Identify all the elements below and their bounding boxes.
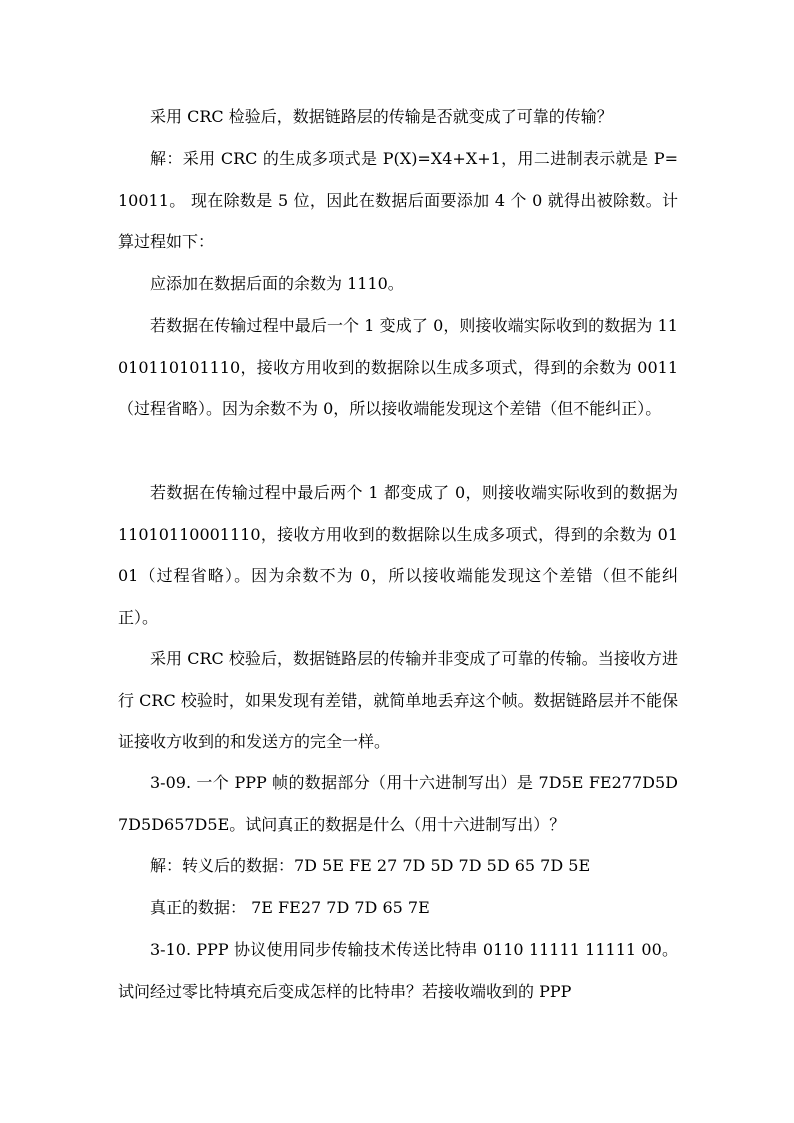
question-crc-reliability: 采用 CRC 检验后，数据链路层的传输是否就变成了可靠的传输？ (150, 107, 613, 126)
question-3-09: 3-09. 一个 PPP 帧的数据部分（用十六进制写出）是 7D5E FE277D5D 7D5D657D5E。试问真正的数据是什么（用十六进制写出）？ (118, 773, 678, 834)
answer-conclusion: 采用 CRC 校验后，数据链路层的传输并非变成了可靠的传输。当接收方进行 CRC 校验时，如果发现有差错，就简单地丢弃这个帧。数据链路层并不能保证接收方收到的和发送方的完全一样。 (118, 649, 678, 751)
question-3-10: 3-10. PPP 协议使用同步传输技术传送比特串 0110 11111 11111 00。试问经过零比特填充后变成怎样的比特串？若接收端收到的 PPP (118, 940, 678, 1001)
answer-two-bit-error: 若数据在传输过程中最后两个 1 都变成了 0，则接收端实际收到的数据为 11010110001110，接收方用收到的数据除以生成多项式，得到的余数为 0101（过程省略）。因为余数不为 0，所以接收端能发现这个差错（但不能纠正）。 (118, 483, 678, 627)
answer-crc-polynomial: 解：采用 CRC 的生成多项式是 P(X)=X4+X+1，用二进制表示就是 P=10011。 现在除数是 5 位，因此在数据后面要添加 4 个 0 就得出被除数。计算过程如下： (118, 149, 678, 251)
answer-remainder: 应添加在数据后面的余数为 1110。 (150, 274, 404, 293)
answer-3-09-escaped: 解：转义后的数据：7D 5E FE 27 7D 5D 7D 5D 65 7D 5E (150, 856, 591, 875)
answer-one-bit-error: 若数据在传输过程中最后一个 1 变成了 0，则接收端实际收到的数据为 11010110101110，接收方用收到的数据除以生成多项式，得到的余数为 0011（过程省略）。因为余数不为 0，所以接收端能发现这个差错（但不能纠正）。 (118, 316, 678, 418)
answer-3-09-real-data: 真正的数据： 7E FE27 7D 7D 65 7E (150, 898, 430, 917)
